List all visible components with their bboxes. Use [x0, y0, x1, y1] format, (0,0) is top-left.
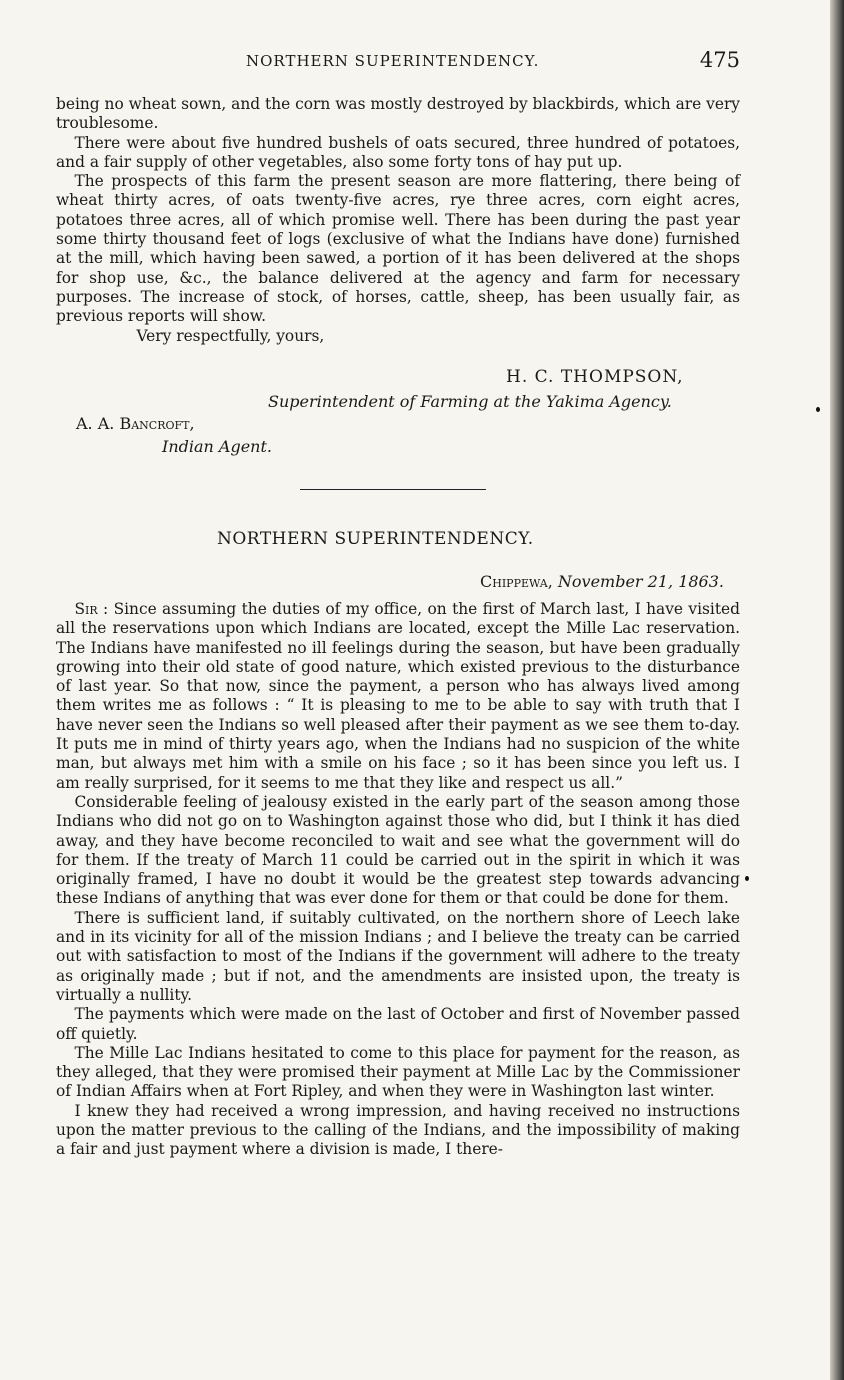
paragraph: being no wheat sown, and the corn was mostly destroyed by blackbirds, which are very troublesome.	[56, 95, 740, 133]
signature-name: H. C. THOMPSON,	[506, 367, 684, 387]
dateline-place: Chippewa,	[480, 572, 553, 591]
addressee-name: A. A. Bancroft,	[76, 414, 195, 433]
closing: Very respectfully, yours,	[136, 326, 325, 345]
paragraph: The prospects of this farm the present season are more flattering, there being of wheat thirty acres, of oats twenty-five acres, rye three acres, corn eight acres, potatoes three acres, all of which promise well. There has been during the past year some thirty thousand feet of logs (exclusive of what the Indians have done) furnished at the mill, which having been sawed, a portion of it has been delivered at the shops for shop use, &c., the balance delivered at the agency and farm for necessary purposes. The increase of stock, of horses, cattle, sheep, has been usually fair, as previous reports will show.	[56, 172, 740, 326]
page-header	[56, 50, 740, 78]
paragraph: The payments which were made on the last of October and first of November passed off quietly.	[56, 1005, 740, 1043]
paragraph: The Mille Lac Indians hesitated to come to this place for payment for the reason, as they alleged, that they were promised their payment at Mille Lac by the Commissioner of Indian Affairs when at Fort Ripley, and when they were in Washington last winter.	[56, 1043, 740, 1101]
section-divider	[300, 489, 486, 490]
report-body	[56, 600, 740, 1160]
letter-body	[56, 95, 740, 346]
section-heading: NORTHERN SUPERINTENDENCY.	[217, 529, 534, 549]
page-edge-shadow	[830, 0, 844, 1380]
paragraph: I knew they had received a wrong impression, and having received no instructions upon the matter previous to the calling of the Indians, and the impossibility of making a fair and just payment where a division is made, I there-	[56, 1101, 740, 1159]
addressee-title: Indian Agent.	[162, 437, 272, 456]
paragraph-text: Since assuming the duties of my office, on the first of March last, I have visited all the reservations upon which Indians are located, except the Mille Lac reservation. The Indians have manifested no ill feelings during the season, but have been gradually growing into their old state of good nature, which existed previous to the disturbance of last year. So that now, since the payment, a person who has always lived among them writes me as follows : “ It is pleasing to me to be able to say with truth that I have never seen the Indians so well pleased after their payment as we see them to-day. It puts me in mind of thirty years ago, when the Indians had no suspicion of the white man, but always met him with a smile on his face ; so it has been since you left us. I am really surprised, for it seems to me that they like and respect us all.”	[56, 600, 740, 792]
signature-title: Superintendent of Farming at the Yakima Agency.	[268, 392, 672, 411]
dateline	[480, 572, 724, 591]
paragraph: There is sufficient land, if suitably cultivated, on the northern shore of Leech lake and in its vicinity for all of the mission Indians ; and I believe the treaty can be carried out with satisfaction to most of the Indians if the government will adhere to the treaty as originally made ; but if not, and the amendments are insisted upon, the treaty is virtually a nullity.	[56, 908, 740, 1004]
paragraph: Considerable feeling of jealousy existed in the early part of the season among those Indians who did not go on to Washington against those who did, but I think it has died away, and they have become reconciled to wait and see what the government will do for them. If the treaty of March 11 could be carried out in the spirit in which it was originally framed, I have no doubt it would be the greatest step towards advancing these Indians of anything that was ever done for them or that could be done for them.	[56, 792, 740, 908]
page-number: 475	[699, 48, 740, 72]
salutation: Sir :	[74, 600, 109, 618]
ink-speck	[816, 407, 820, 412]
ink-speck	[745, 876, 749, 881]
paragraph: There were about five hundred bushels of oats secured, three hundred of potatoes, and a fair supply of other vegetables, also some forty tons of hay put up.	[56, 133, 740, 171]
paragraph	[56, 600, 740, 793]
dateline-date: November 21, 1863.	[557, 572, 724, 591]
running-head: NORTHERN SUPERINTENDENCY.	[246, 52, 540, 70]
